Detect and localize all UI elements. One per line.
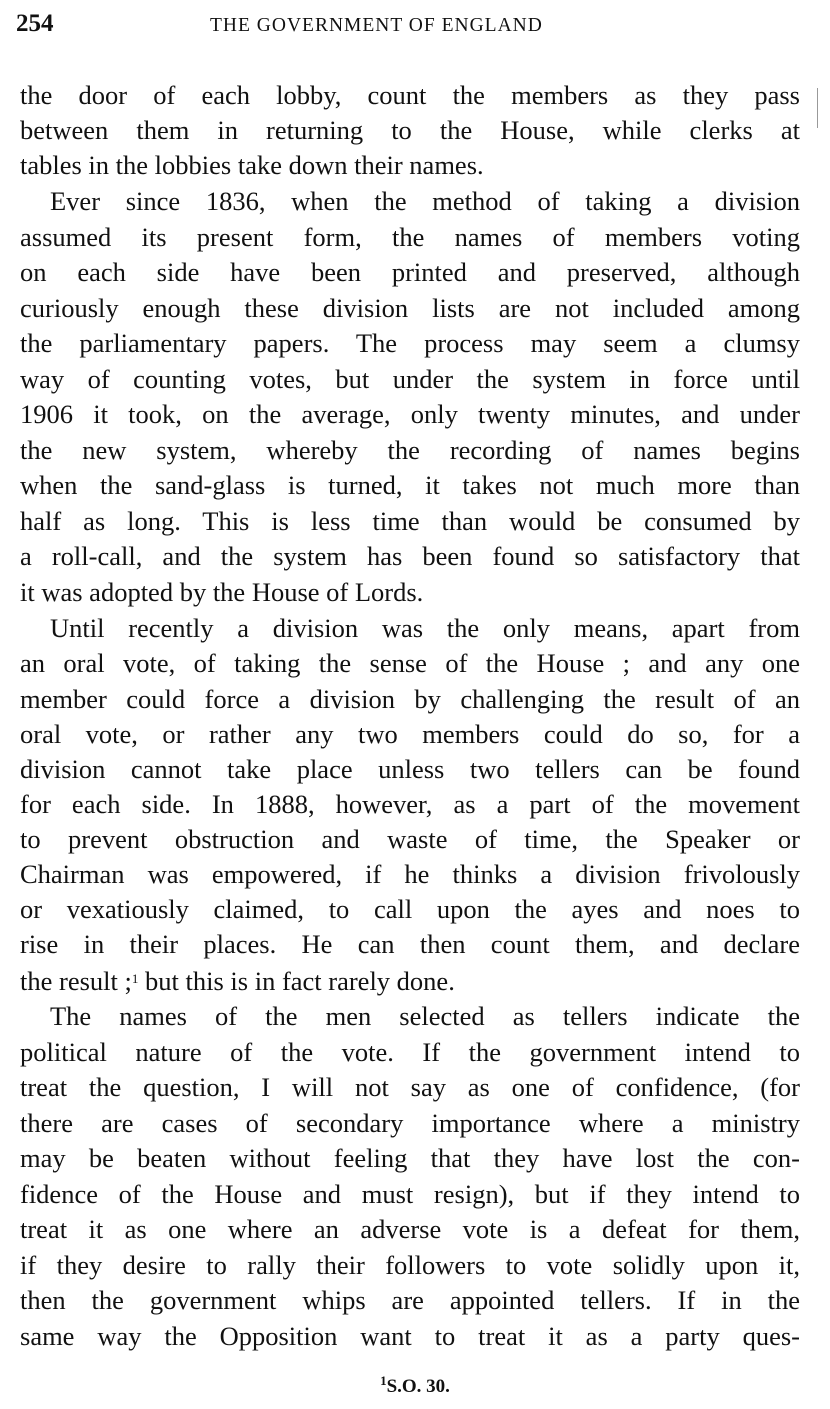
text-line: there are cases of secondary importance where a ministry <box>20 1108 800 1138</box>
footnote-marker: 1 <box>380 1373 387 1388</box>
text-line: an oral vote, of taking the sense of the House ; and any one <box>20 648 800 678</box>
text-line: or vexatiously claimed, to call upon the ayes and noes to <box>20 894 800 924</box>
footnote-text: S.O. 30. <box>386 1376 450 1397</box>
text-line: on each side have been printed and preserved, although <box>20 257 800 287</box>
text-line: Chairman was empowered, if he thinks a division frivolously <box>20 859 800 889</box>
footnote-reference: 1 <box>131 971 139 986</box>
text-line: member could force a division by challenging the result of an <box>20 684 800 714</box>
text-line: it was adopted by the House of Lords. <box>20 577 424 607</box>
line-text: but this is in fact rarely done. <box>138 966 455 996</box>
text-line: the door of each lobby, count the members as they pass <box>20 80 800 110</box>
text-line: oral vote, or rather any two members could do so, for a <box>20 719 800 749</box>
paragraph-start-line: The names of the men selected as tellers indicate the <box>50 1001 800 1031</box>
running-title: THE GOVERNMENT OF ENGLAND <box>210 15 543 36</box>
text-line: for each side. In 1888, however, as a part of the movement <box>20 789 800 819</box>
text-line: tables in the lobbies take down their names. <box>20 150 484 180</box>
text-line: may be beaten without feeling that they have lost the con- <box>20 1143 800 1173</box>
text-line: rise in their places. He can then count them, and declare <box>20 929 800 959</box>
text-line: curiously enough these division lists are not included among <box>20 293 800 323</box>
text-line: treat it as one where an adverse vote is a defeat for them, <box>20 1214 800 1244</box>
text-line: political nature of the vote. If the government intend to <box>20 1037 800 1067</box>
page-number: 254 <box>16 10 54 37</box>
paragraph-start-line: Until recently a division was the only means, apart from <box>50 613 800 643</box>
text-line: when the sand-glass is turned, it takes not much more than <box>20 470 800 500</box>
text-line: same way the Opposition want to treat it as a party ques- <box>20 1321 800 1351</box>
text-line: division cannot take place unless two tellers can be found <box>20 754 800 784</box>
paragraph-start-line: Ever since 1836, when the method of taking a division <box>50 186 800 216</box>
line-text: the result ; <box>20 966 132 996</box>
text-line: to prevent obstruction and waste of time, the Speaker or <box>20 824 800 854</box>
text-line: then the government whips are appointed tellers. If in the <box>20 1285 800 1315</box>
text-line: the new system, whereby the recording of names begins <box>20 435 800 465</box>
margin-edge-mark <box>817 88 818 128</box>
text-line: way of counting votes, but under the system in force until <box>20 364 800 394</box>
text-line: if they desire to rally their followers to vote solidly upon it, <box>20 1250 800 1280</box>
text-line: assumed its present form, the names of members voting <box>20 222 800 252</box>
text-line <box>20 962 800 996</box>
text-line: half as long. This is less time than would be consumed by <box>20 506 800 536</box>
page-header <box>16 10 806 44</box>
text-line: treat the question, I will not say as one of confidence, (for <box>20 1072 800 1102</box>
text-line: the parliamentary papers. The process may seem a clumsy <box>20 328 800 358</box>
text-line: a roll-call, and the system has been found so satisfactory that <box>20 541 800 571</box>
text-line: 1906 it took, on the average, only twenty minutes, and under <box>20 399 800 429</box>
text-line: fidence of the House and must resign), but if they intend to <box>20 1179 800 1209</box>
footnote <box>0 1373 830 1398</box>
text-line: between them in returning to the House, while clerks at <box>20 115 800 145</box>
